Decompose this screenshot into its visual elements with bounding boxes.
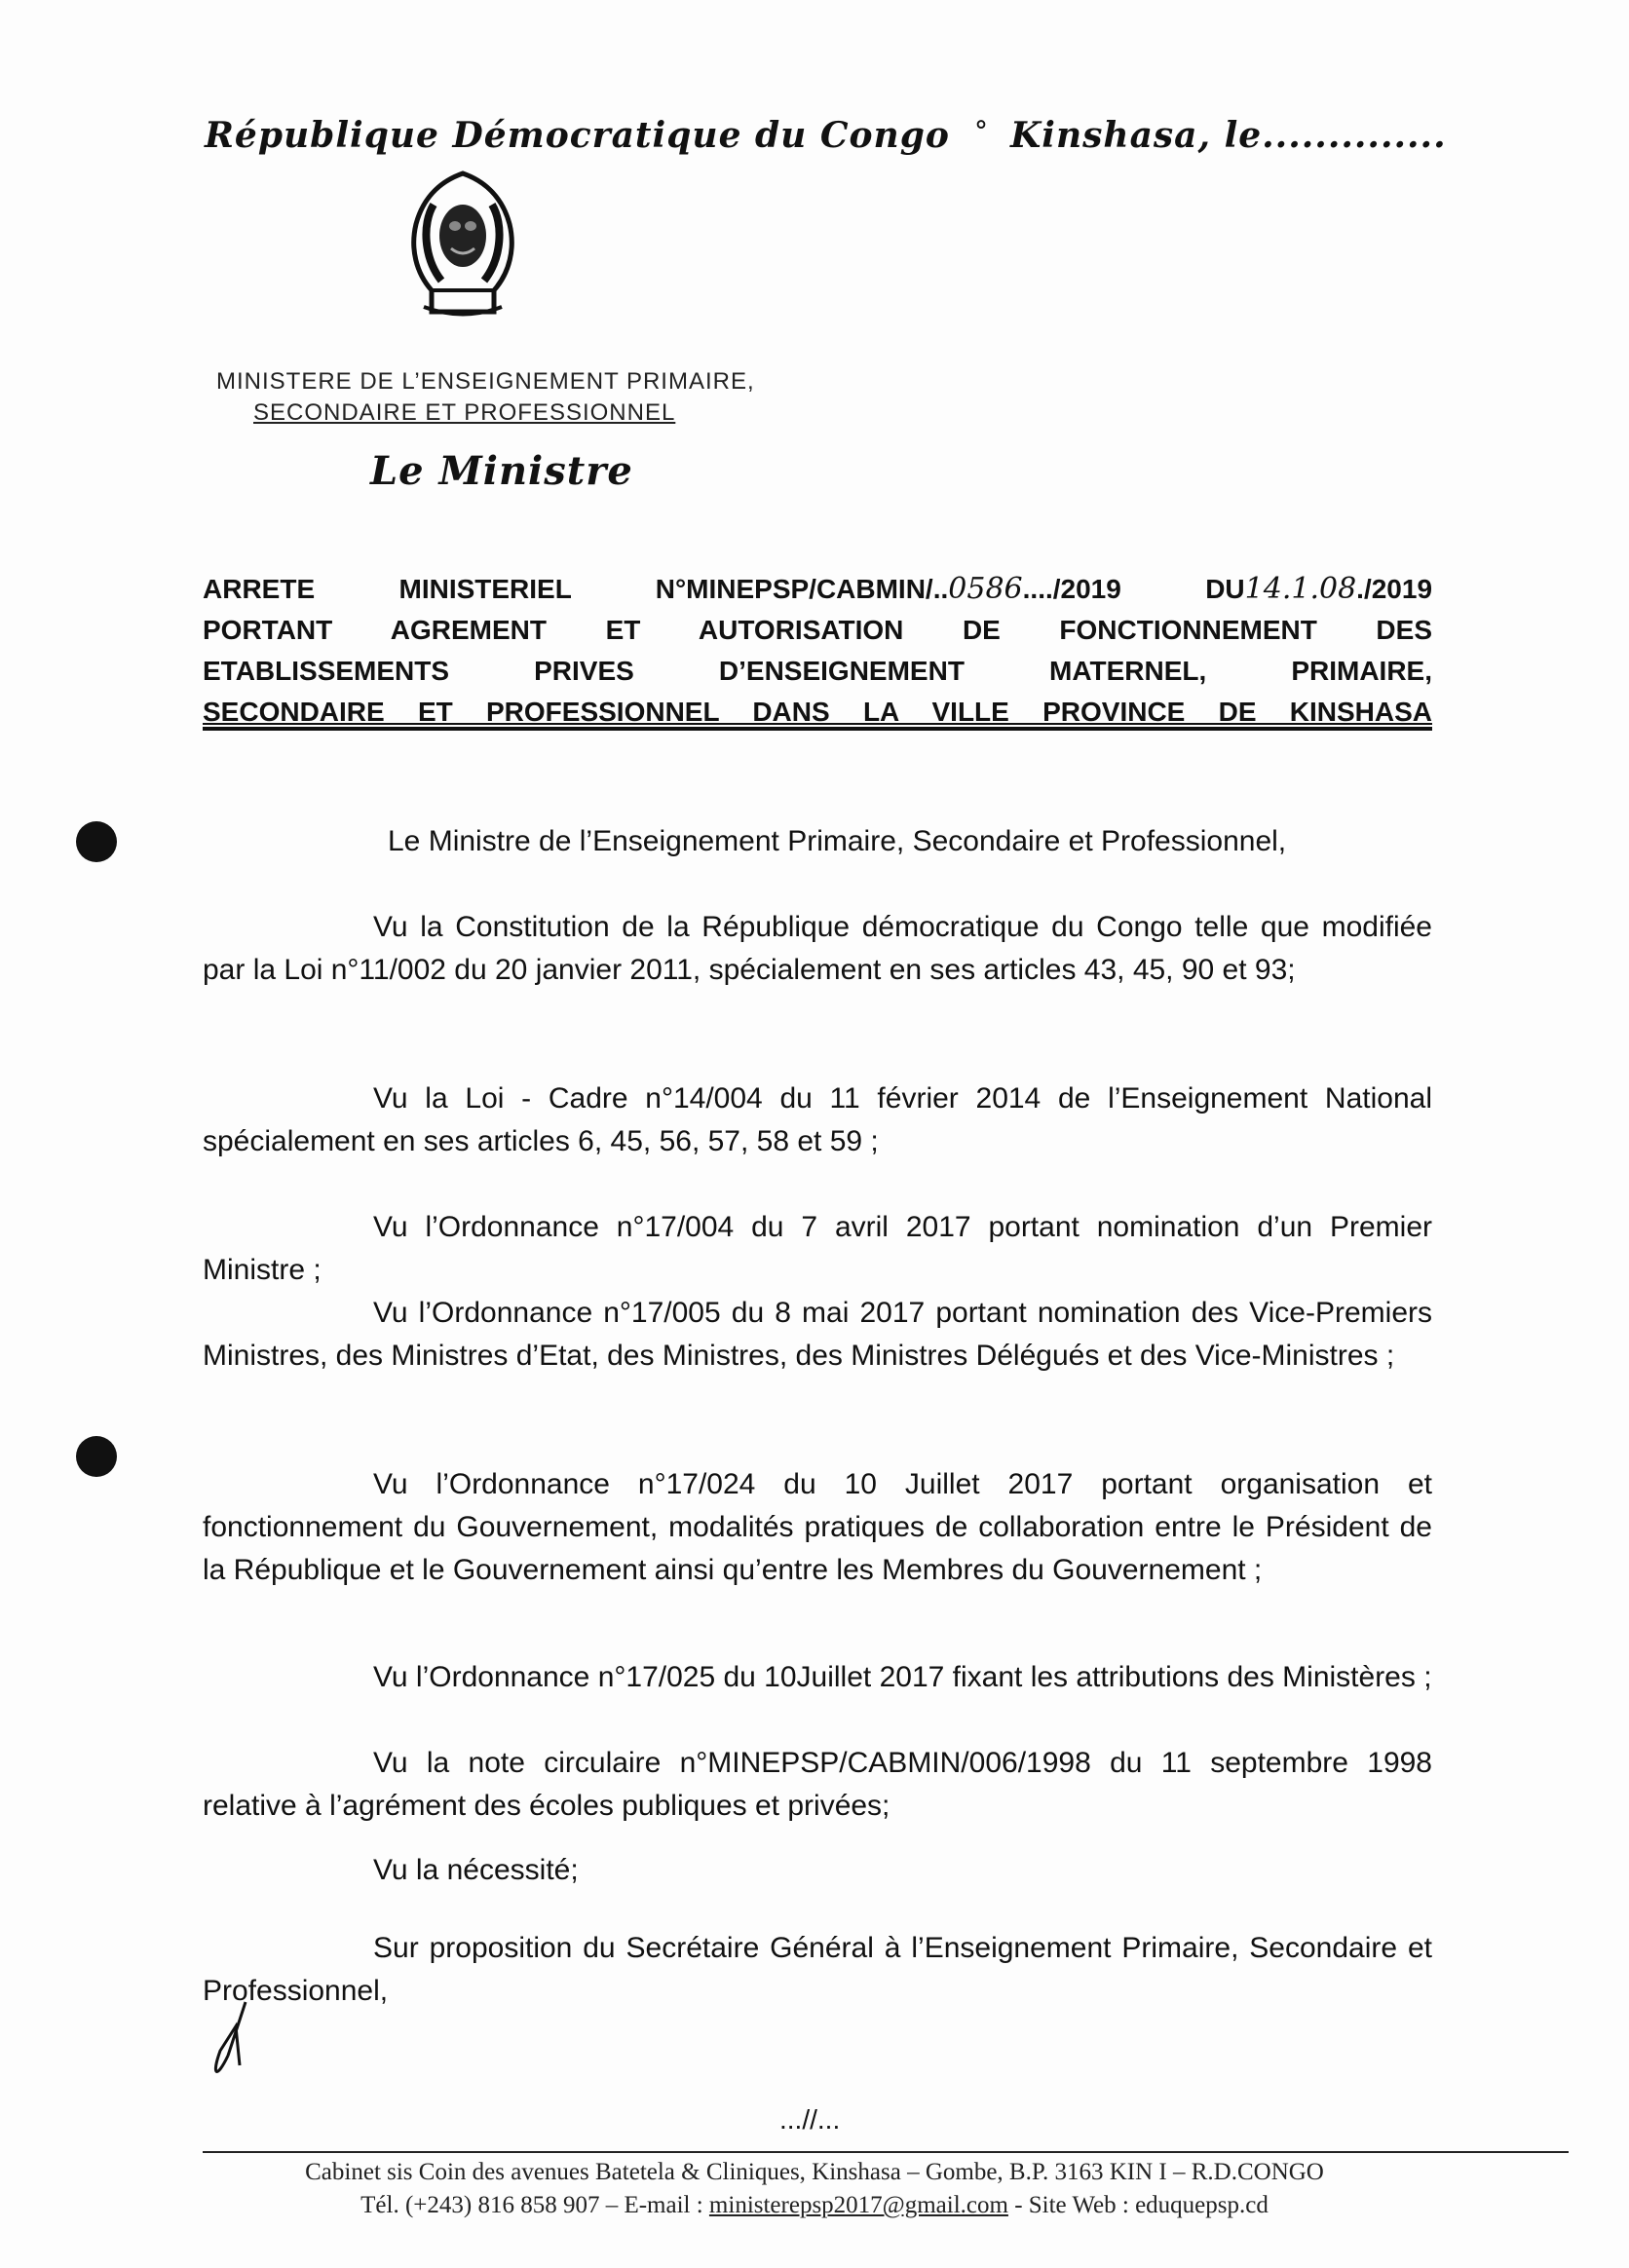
- title-word-ministeriel: MINISTERIEL: [398, 574, 572, 604]
- paragraph-note-circulaire: Vu la note circulaire n°MINEPSP/CABMIN/006/1998 du 11 septembre 1998 relative à l’agrément des écoles publiques et privées;: [203, 1747, 1432, 1822]
- ministry-line-2: SECONDAIRE ET PROFESSIONNEL: [253, 399, 676, 426]
- minister-heading: Le Ministre: [370, 448, 633, 494]
- title-line-2: PORTANT AGREMENT ET AUTORISATION DE FONCTIONNEMENT DES: [203, 615, 1432, 645]
- paragraph-constitution: Vu la Constitution de la République démocratique du Congo telle que modifiée par la Loi n°11/002 du 20 janvier 2011, spécialement en ses articles 43, 45, 90 et 93;: [203, 911, 1432, 986]
- footer-contact: Tél. (+243) 816 858 907 – E-mail : ministerepsp2017@gmail.com - Site Web : eduquepsp.cd: [360, 2192, 1269, 2218]
- handwritten-initials: [207, 1997, 265, 2085]
- ministry-name: [216, 368, 755, 427]
- paragraph-proposition: Sur proposition du Secrétaire Général à l’Enseignement Primaire, Secondaire et Professionnel,: [203, 1932, 1432, 2007]
- republic-heading: République Démocratique du Congo: [205, 115, 950, 156]
- handwritten-date: 14.1.08: [1244, 572, 1357, 606]
- place-date-text: Kinshasa, le..............: [1010, 115, 1447, 156]
- paragraph-loi-cadre: Vu la Loi - Cadre n°14/004 du 11 février 2014 de l’Enseignement National spécialement en ses articles 6, 45, 56, 57, 58 et 59 ;: [203, 1082, 1432, 1157]
- decree-title: [203, 569, 1432, 733]
- decree-date: DU14.1.08./2019: [1205, 572, 1433, 606]
- footer-rule: [203, 2151, 1569, 2153]
- intro-paragraph: Le Ministre de l’Enseignement Primaire, Secondaire et Professionnel,: [388, 825, 1287, 857]
- ministry-line-1: MINISTERE DE L’ENSEIGNEMENT PRIMAIRE,: [216, 368, 755, 395]
- title-line-3: ETABLISSEMENTS PRIVES D’ENSEIGNEMENT MATERNEL, PRIMAIRE,: [203, 656, 1432, 686]
- footer-email-link[interactable]: ministerepsp2017@gmail.com: [708, 2192, 1008, 2218]
- title-line-4: SECONDAIRE ET PROFESSIONNEL DANS LA VILLE PROVINCE DE KINSHASA: [203, 697, 1432, 727]
- paragraph-ordonnance-17-005: Vu l’Ordonnance n°17/005 du 8 mai 2017 portant nomination des Vice-Premiers Ministres, des Ministres d’Etat, des Ministres, des Ministres Délégués et des Vice-Ministres ;: [203, 1297, 1432, 1372]
- paragraph-ordonnance-17-025: Vu l’Ordonnance n°17/025 du 10Juillet 2017 fixant les attributions des Ministères ;: [373, 1661, 1432, 1693]
- paragraph-ordonnance-17-004: Vu l’Ordonnance n°17/004 du 7 avril 2017 portant nomination d’un Premier Ministre ;: [203, 1211, 1432, 1286]
- degree-mark: °: [974, 115, 989, 147]
- paragraph-necessite: Vu la nécessité;: [373, 1854, 579, 1886]
- paragraph-ordonnance-17-024: Vu l’Ordonnance n°17/024 du 10 Juillet 2017 portant organisation et fonctionnement du Gouvernement, modalités pratiques de collaboration entre le Président de la République et le Gouvernement ainsi qu’entre les Membres du Gouvernement ;: [203, 1468, 1432, 1586]
- place-date: [974, 115, 1447, 156]
- title-word-arrete: ARRETE: [203, 574, 316, 604]
- decree-number: N°MINEPSP/CABMIN/..0586..../2019: [655, 572, 1121, 606]
- punch-hole-bottom: [76, 1436, 117, 1477]
- handwritten-number: 0586: [948, 572, 1023, 606]
- title-line-1: [203, 569, 1432, 610]
- drc-coat-of-arms-icon: [395, 166, 531, 331]
- punch-hole-top: [76, 821, 117, 862]
- footer-address: Cabinet sis Coin des avenues Batetela & Cliniques, Kinshasa – Gombe, B.P. 3163 KIN I – R.D.CONGO: [305, 2159, 1324, 2185]
- continuation-mark: ...//...: [779, 2104, 841, 2135]
- title-rule: [203, 727, 1432, 731]
